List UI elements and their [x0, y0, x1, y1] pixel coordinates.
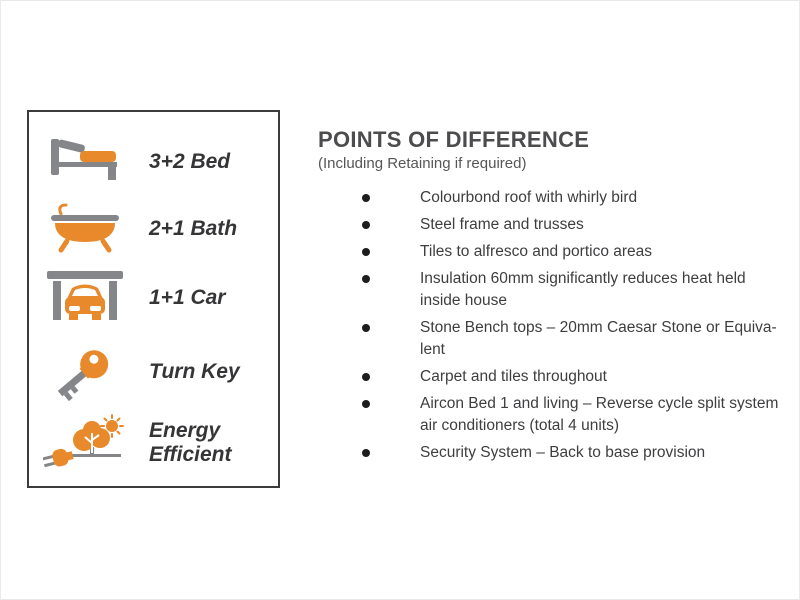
points-subtitle: (Including Retaining if required) — [318, 155, 527, 172]
feature-label-car: 1+1 Car — [149, 286, 226, 309]
feature-label-energy: Energy Efficient — [149, 419, 232, 466]
car-icon — [39, 269, 131, 327]
feature-row-bath — [39, 197, 272, 261]
feature-row-energy — [39, 411, 272, 475]
list-item: Stone Bench tops – 20mm Caesar Stone or Equiva-lent — [318, 317, 784, 361]
list-item: Tiles to alfresco and portico areas — [318, 241, 784, 263]
points-list — [318, 187, 784, 464]
list-item: Carpet and tiles throughout — [318, 366, 784, 388]
bed-icon — [39, 136, 131, 188]
energy-icon — [39, 413, 131, 473]
feature-row-key — [39, 340, 272, 404]
list-item: Insulation 60mm significantly reduces heat held inside house — [318, 268, 784, 312]
feature-row-bed — [39, 130, 272, 194]
feature-label-bed: 3+2 Bed — [149, 150, 231, 173]
list-item: Colourbond roof with whirly bird — [318, 187, 784, 209]
feature-label-bath: 2+1 Bath — [149, 217, 238, 240]
list-item: Aircon Bed 1 and living – Reverse cycle split system air conditioners (total 4 units) — [318, 393, 784, 437]
list-item: Steel frame and trusses — [318, 214, 784, 236]
list-item: Security System – Back to base provision — [318, 442, 784, 464]
feature-label-energy: Turn Key — [149, 360, 240, 383]
bath-icon — [39, 201, 131, 257]
features-panel — [27, 110, 280, 488]
points-title: POINTS OF DIFFERENCE — [318, 127, 590, 152]
points-of-difference-section — [318, 127, 784, 469]
feature-row-car — [39, 266, 272, 330]
key-icon — [39, 340, 131, 404]
